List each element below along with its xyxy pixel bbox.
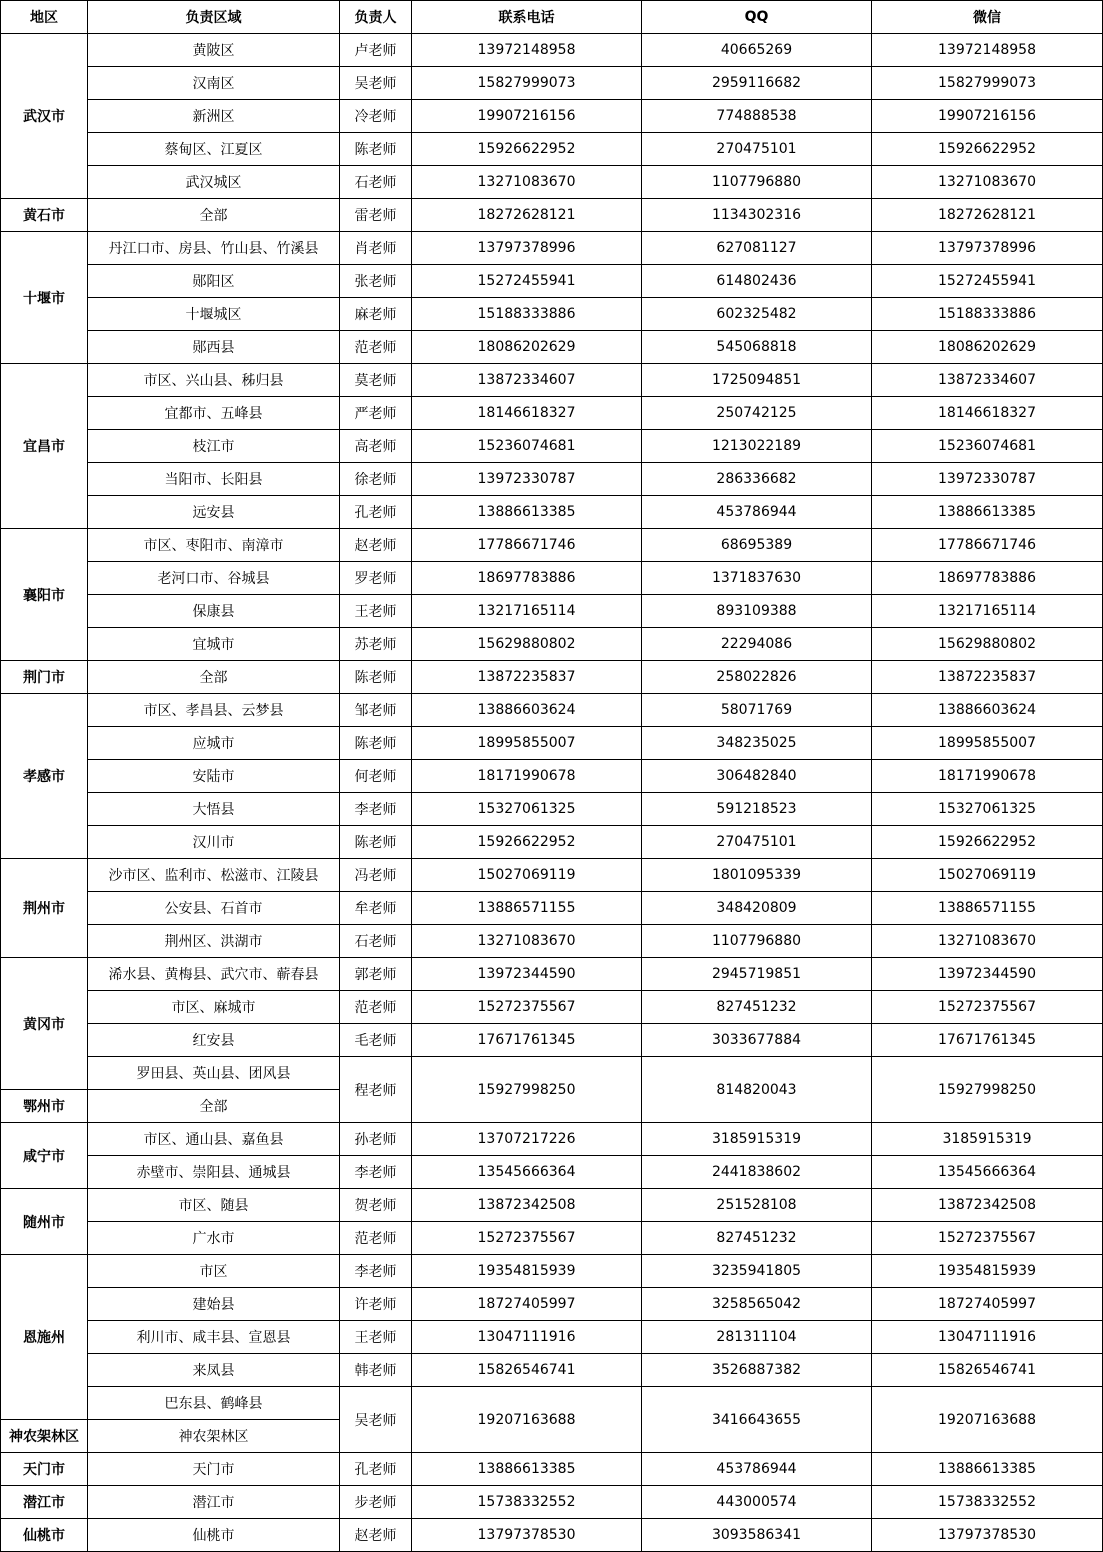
area-cell: 市区、兴山县、秭归县: [88, 364, 340, 397]
person-cell: 范老师: [340, 991, 412, 1024]
area-cell: 市区: [88, 1255, 340, 1288]
wechat-cell: 15188333886: [872, 298, 1103, 331]
wechat-cell: 13872235837: [872, 661, 1103, 694]
area-cell: 潜江市: [88, 1486, 340, 1519]
phone-cell: 17786671746: [412, 529, 642, 562]
qq-cell: 250742125: [642, 397, 872, 430]
qq-cell: 348420809: [642, 892, 872, 925]
area-cell: 全部: [88, 199, 340, 232]
region-cell: 咸宁市: [1, 1123, 88, 1189]
phone-cell: 15926622952: [412, 133, 642, 166]
table-row: [1, 1288, 1103, 1321]
wechat-cell: 17671761345: [872, 1024, 1103, 1057]
person-cell: 邹老师: [340, 694, 412, 727]
area-cell: 安陆市: [88, 760, 340, 793]
wechat-cell: 13886571155: [872, 892, 1103, 925]
area-cell: 市区、枣阳市、南漳市: [88, 529, 340, 562]
wechat-cell: 13972148958: [872, 34, 1103, 67]
table-row: [1, 1024, 1103, 1057]
qq-cell: 614802436: [642, 265, 872, 298]
person-cell: 莫老师: [340, 364, 412, 397]
phone-cell: 19207163688: [412, 1387, 642, 1453]
region-cell: 天门市: [1, 1453, 88, 1486]
qq-cell: 306482840: [642, 760, 872, 793]
wechat-cell: 19354815939: [872, 1255, 1103, 1288]
wechat-cell: 13271083670: [872, 166, 1103, 199]
area-cell: 保康县: [88, 595, 340, 628]
qq-cell: 286336682: [642, 463, 872, 496]
table-row: [1, 397, 1103, 430]
table-body: [1, 34, 1103, 1552]
qq-cell: 258022826: [642, 661, 872, 694]
qq-cell: 3033677884: [642, 1024, 872, 1057]
qq-cell: 281311104: [642, 1321, 872, 1354]
qq-cell: 3258565042: [642, 1288, 872, 1321]
phone-cell: 13972344590: [412, 958, 642, 991]
person-cell: 苏老师: [340, 628, 412, 661]
table-row: [1, 430, 1103, 463]
person-cell: 吴老师: [340, 1387, 412, 1453]
area-cell: 罗田县、英山县、团风县: [88, 1057, 340, 1090]
phone-cell: 13047111916: [412, 1321, 642, 1354]
qq-cell: 627081127: [642, 232, 872, 265]
phone-cell: 13797378530: [412, 1519, 642, 1552]
phone-cell: 15188333886: [412, 298, 642, 331]
phone-cell: 15272455941: [412, 265, 642, 298]
table-row: [1, 892, 1103, 925]
wechat-cell: 18727405997: [872, 1288, 1103, 1321]
qq-cell: 827451232: [642, 1222, 872, 1255]
table-row: [1, 529, 1103, 562]
person-cell: 卢老师: [340, 34, 412, 67]
person-cell: 冯老师: [340, 859, 412, 892]
wechat-cell: 13217165114: [872, 595, 1103, 628]
area-cell: 老河口市、谷城县: [88, 562, 340, 595]
phone-cell: 18727405997: [412, 1288, 642, 1321]
area-cell: 新洲区: [88, 100, 340, 133]
phone-cell: 13972148958: [412, 34, 642, 67]
area-cell: 大悟县: [88, 793, 340, 826]
table-row: [1, 166, 1103, 199]
table-row: [1, 199, 1103, 232]
area-cell: 来凤县: [88, 1354, 340, 1387]
phone-cell: 13217165114: [412, 595, 642, 628]
person-cell: 赵老师: [340, 529, 412, 562]
area-cell: 枝江市: [88, 430, 340, 463]
area-cell: 天门市: [88, 1453, 340, 1486]
person-cell: 王老师: [340, 595, 412, 628]
phone-cell: 15738332552: [412, 1486, 642, 1519]
person-cell: 陈老师: [340, 826, 412, 859]
table-row: [1, 1486, 1103, 1519]
person-cell: 孔老师: [340, 496, 412, 529]
wechat-cell: 15826546741: [872, 1354, 1103, 1387]
table-row: [1, 67, 1103, 100]
person-cell: 范老师: [340, 1222, 412, 1255]
phone-cell: 18995855007: [412, 727, 642, 760]
table-row: [1, 958, 1103, 991]
table-row: [1, 100, 1103, 133]
wechat-cell: 13972344590: [872, 958, 1103, 991]
area-cell: 全部: [88, 1090, 340, 1123]
wechat-cell: 15272455941: [872, 265, 1103, 298]
table-row: [1, 694, 1103, 727]
wechat-cell: 19207163688: [872, 1387, 1103, 1453]
area-cell: 利川市、咸丰县、宣恩县: [88, 1321, 340, 1354]
wechat-cell: 15629880802: [872, 628, 1103, 661]
wechat-cell: 13886603624: [872, 694, 1103, 727]
area-cell: 浠水县、黄梅县、武穴市、蕲春县: [88, 958, 340, 991]
person-cell: 吴老师: [340, 67, 412, 100]
qq-cell: 3185915319: [642, 1123, 872, 1156]
table-row: [1, 34, 1103, 67]
area-cell: 建始县: [88, 1288, 340, 1321]
person-cell: 李老师: [340, 793, 412, 826]
qq-cell: 2959116682: [642, 67, 872, 100]
wechat-cell: 15926622952: [872, 826, 1103, 859]
person-cell: 孙老师: [340, 1123, 412, 1156]
area-cell: 应城市: [88, 727, 340, 760]
wechat-cell: 15926622952: [872, 133, 1103, 166]
table-row: [1, 364, 1103, 397]
area-cell: 市区、麻城市: [88, 991, 340, 1024]
qq-cell: 58071769: [642, 694, 872, 727]
qq-cell: 40665269: [642, 34, 872, 67]
person-cell: 何老师: [340, 760, 412, 793]
area-cell: 郧西县: [88, 331, 340, 364]
area-cell: 红安县: [88, 1024, 340, 1057]
qq-cell: 270475101: [642, 133, 872, 166]
area-cell: 郧阳区: [88, 265, 340, 298]
region-cell: 襄阳市: [1, 529, 88, 661]
person-cell: 赵老师: [340, 1519, 412, 1552]
phone-cell: 13886613385: [412, 496, 642, 529]
qq-cell: 453786944: [642, 496, 872, 529]
person-cell: 陈老师: [340, 661, 412, 694]
wechat-cell: 13886613385: [872, 1453, 1103, 1486]
person-cell: 肖老师: [340, 232, 412, 265]
table-row: [1, 1222, 1103, 1255]
area-cell: 丹江口市、房县、竹山县、竹溪县: [88, 232, 340, 265]
phone-cell: 13872235837: [412, 661, 642, 694]
header-area: 负责区域: [88, 1, 340, 34]
phone-cell: 18086202629: [412, 331, 642, 364]
qq-cell: 443000574: [642, 1486, 872, 1519]
person-cell: 王老师: [340, 1321, 412, 1354]
region-cell: 黄石市: [1, 199, 88, 232]
area-cell: 沙市区、监利市、松滋市、江陵县: [88, 859, 340, 892]
header-person: 负责人: [340, 1, 412, 34]
qq-cell: 1107796880: [642, 166, 872, 199]
person-cell: 严老师: [340, 397, 412, 430]
region-cell: 神农架林区: [1, 1420, 88, 1453]
area-cell: 巴东县、鹤峰县: [88, 1387, 340, 1420]
phone-cell: 13886603624: [412, 694, 642, 727]
table-row: [1, 595, 1103, 628]
table-row: [1, 1255, 1103, 1288]
wechat-cell: 13271083670: [872, 925, 1103, 958]
wechat-cell: 15236074681: [872, 430, 1103, 463]
phone-cell: 15629880802: [412, 628, 642, 661]
phone-cell: 13271083670: [412, 925, 642, 958]
area-cell: 荆州区、洪湖市: [88, 925, 340, 958]
qq-cell: 2945719851: [642, 958, 872, 991]
header-region: 地区: [1, 1, 88, 34]
phone-cell: 15926622952: [412, 826, 642, 859]
wechat-cell: 15927998250: [872, 1057, 1103, 1123]
phone-cell: 19907216156: [412, 100, 642, 133]
area-cell: 十堰城区: [88, 298, 340, 331]
wechat-cell: 19907216156: [872, 100, 1103, 133]
area-cell: 赤壁市、崇阳县、通城县: [88, 1156, 340, 1189]
person-cell: 石老师: [340, 166, 412, 199]
header-wechat: 微信: [872, 1, 1103, 34]
person-cell: 毛老师: [340, 1024, 412, 1057]
qq-cell: 3093586341: [642, 1519, 872, 1552]
qq-cell: 1371837630: [642, 562, 872, 595]
area-cell: 宜都市、五峰县: [88, 397, 340, 430]
header-phone: 联系电话: [412, 1, 642, 34]
phone-cell: 15272375567: [412, 1222, 642, 1255]
wechat-cell: 3185915319: [872, 1123, 1103, 1156]
person-cell: 郭老师: [340, 958, 412, 991]
phone-cell: 15272375567: [412, 991, 642, 1024]
area-cell: 仙桃市: [88, 1519, 340, 1552]
person-cell: 徐老师: [340, 463, 412, 496]
person-cell: 贺老师: [340, 1189, 412, 1222]
phone-cell: 15236074681: [412, 430, 642, 463]
qq-cell: 453786944: [642, 1453, 872, 1486]
region-cell: 孝感市: [1, 694, 88, 859]
phone-cell: 15927998250: [412, 1057, 642, 1123]
qq-cell: 893109388: [642, 595, 872, 628]
person-cell: 雷老师: [340, 199, 412, 232]
region-cell: 十堰市: [1, 232, 88, 364]
table-row: [1, 793, 1103, 826]
person-cell: 罗老师: [340, 562, 412, 595]
wechat-cell: 15272375567: [872, 991, 1103, 1024]
person-cell: 程老师: [340, 1057, 412, 1123]
qq-cell: 545068818: [642, 331, 872, 364]
phone-cell: 13545666364: [412, 1156, 642, 1189]
table-row: [1, 1387, 1103, 1420]
region-cell: 宜昌市: [1, 364, 88, 529]
phone-cell: 18272628121: [412, 199, 642, 232]
wechat-cell: 18146618327: [872, 397, 1103, 430]
wechat-cell: 13972330787: [872, 463, 1103, 496]
wechat-cell: 15327061325: [872, 793, 1103, 826]
table-row: [1, 991, 1103, 1024]
area-cell: 神农架林区: [88, 1420, 340, 1453]
area-cell: 全部: [88, 661, 340, 694]
person-cell: 范老师: [340, 331, 412, 364]
phone-cell: 13271083670: [412, 166, 642, 199]
region-cell: 恩施州: [1, 1255, 88, 1420]
table-row: [1, 298, 1103, 331]
region-cell: 黄冈市: [1, 958, 88, 1090]
area-cell: 远安县: [88, 496, 340, 529]
person-cell: 牟老师: [340, 892, 412, 925]
wechat-cell: 18697783886: [872, 562, 1103, 595]
area-cell: 汉川市: [88, 826, 340, 859]
area-cell: 黄陂区: [88, 34, 340, 67]
qq-cell: 774888538: [642, 100, 872, 133]
table-row: [1, 661, 1103, 694]
qq-cell: 1213022189: [642, 430, 872, 463]
region-cell: 武汉市: [1, 34, 88, 199]
area-cell: 宜城市: [88, 628, 340, 661]
area-cell: 汉南区: [88, 67, 340, 100]
region-cell: 荆门市: [1, 661, 88, 694]
wechat-cell: 15827999073: [872, 67, 1103, 100]
table-row: [1, 1519, 1103, 1552]
qq-cell: 2441838602: [642, 1156, 872, 1189]
table-row: [1, 1123, 1103, 1156]
qq-cell: 1107796880: [642, 925, 872, 958]
phone-cell: 13707217226: [412, 1123, 642, 1156]
table-row: [1, 727, 1103, 760]
wechat-cell: 15272375567: [872, 1222, 1103, 1255]
phone-cell: 13872342508: [412, 1189, 642, 1222]
wechat-cell: 18086202629: [872, 331, 1103, 364]
wechat-cell: 13047111916: [872, 1321, 1103, 1354]
qq-cell: 3235941805: [642, 1255, 872, 1288]
area-cell: 市区、随县: [88, 1189, 340, 1222]
phone-cell: 13797378996: [412, 232, 642, 265]
table-row: [1, 1057, 1103, 1090]
table-row: [1, 760, 1103, 793]
person-cell: 许老师: [340, 1288, 412, 1321]
wechat-cell: 15738332552: [872, 1486, 1103, 1519]
header-qq: QQ: [642, 1, 872, 34]
qq-cell: 3526887382: [642, 1354, 872, 1387]
phone-cell: 15327061325: [412, 793, 642, 826]
table-row: [1, 925, 1103, 958]
qq-cell: 348235025: [642, 727, 872, 760]
qq-cell: 1725094851: [642, 364, 872, 397]
table-row: [1, 1189, 1103, 1222]
area-cell: 市区、通山县、嘉鱼县: [88, 1123, 340, 1156]
region-cell: 潜江市: [1, 1486, 88, 1519]
wechat-cell: 13872342508: [872, 1189, 1103, 1222]
qq-cell: 591218523: [642, 793, 872, 826]
person-cell: 步老师: [340, 1486, 412, 1519]
qq-cell: 270475101: [642, 826, 872, 859]
qq-cell: 602325482: [642, 298, 872, 331]
phone-cell: 15826546741: [412, 1354, 642, 1387]
person-cell: 韩老师: [340, 1354, 412, 1387]
area-cell: 市区、孝昌县、云梦县: [88, 694, 340, 727]
table-row: [1, 1453, 1103, 1486]
table-row: [1, 463, 1103, 496]
qq-cell: 3416643655: [642, 1387, 872, 1453]
wechat-cell: 17786671746: [872, 529, 1103, 562]
phone-cell: 17671761345: [412, 1024, 642, 1057]
person-cell: 麻老师: [340, 298, 412, 331]
qq-cell: 68695389: [642, 529, 872, 562]
qq-cell: 251528108: [642, 1189, 872, 1222]
person-cell: 李老师: [340, 1156, 412, 1189]
phone-cell: 15827999073: [412, 67, 642, 100]
person-cell: 石老师: [340, 925, 412, 958]
qq-cell: 827451232: [642, 991, 872, 1024]
table-row: [1, 496, 1103, 529]
wechat-cell: 18272628121: [872, 199, 1103, 232]
qq-cell: 814820043: [642, 1057, 872, 1123]
table-row: [1, 859, 1103, 892]
region-cell: 随州市: [1, 1189, 88, 1255]
region-cell: 鄂州市: [1, 1090, 88, 1123]
table-row: [1, 331, 1103, 364]
region-cell: 荆州市: [1, 859, 88, 958]
qq-cell: 1801095339: [642, 859, 872, 892]
table-row: [1, 1321, 1103, 1354]
table-row: [1, 265, 1103, 298]
wechat-cell: 18995855007: [872, 727, 1103, 760]
person-cell: 孔老师: [340, 1453, 412, 1486]
wechat-cell: 13797378530: [872, 1519, 1103, 1552]
phone-cell: 18697783886: [412, 562, 642, 595]
wechat-cell: 13797378996: [872, 232, 1103, 265]
table-row: [1, 232, 1103, 265]
person-cell: 高老师: [340, 430, 412, 463]
wechat-cell: 13886613385: [872, 496, 1103, 529]
area-cell: 公安县、石首市: [88, 892, 340, 925]
phone-cell: 13972330787: [412, 463, 642, 496]
wechat-cell: 15027069119: [872, 859, 1103, 892]
phone-cell: 19354815939: [412, 1255, 642, 1288]
table-row: [1, 133, 1103, 166]
phone-cell: 13886613385: [412, 1453, 642, 1486]
table-row: [1, 562, 1103, 595]
qq-cell: 22294086: [642, 628, 872, 661]
table-row: [1, 826, 1103, 859]
table-row: [1, 1156, 1103, 1189]
wechat-cell: 13545666364: [872, 1156, 1103, 1189]
wechat-cell: 18171990678: [872, 760, 1103, 793]
phone-cell: 15027069119: [412, 859, 642, 892]
area-cell: 蔡甸区、江夏区: [88, 133, 340, 166]
phone-cell: 13872334607: [412, 364, 642, 397]
phone-cell: 13886571155: [412, 892, 642, 925]
qq-cell: 1134302316: [642, 199, 872, 232]
area-cell: 武汉城区: [88, 166, 340, 199]
area-cell: 当阳市、长阳县: [88, 463, 340, 496]
table-row: [1, 628, 1103, 661]
header-row: [1, 1, 1103, 34]
person-cell: 李老师: [340, 1255, 412, 1288]
phone-cell: 18171990678: [412, 760, 642, 793]
area-cell: 广水市: [88, 1222, 340, 1255]
region-cell: 仙桃市: [1, 1519, 88, 1552]
person-cell: 张老师: [340, 265, 412, 298]
table-row: [1, 1354, 1103, 1387]
phone-cell: 18146618327: [412, 397, 642, 430]
wechat-cell: 13872334607: [872, 364, 1103, 397]
person-cell: 冷老师: [340, 100, 412, 133]
person-cell: 陈老师: [340, 727, 412, 760]
person-cell: 陈老师: [340, 133, 412, 166]
